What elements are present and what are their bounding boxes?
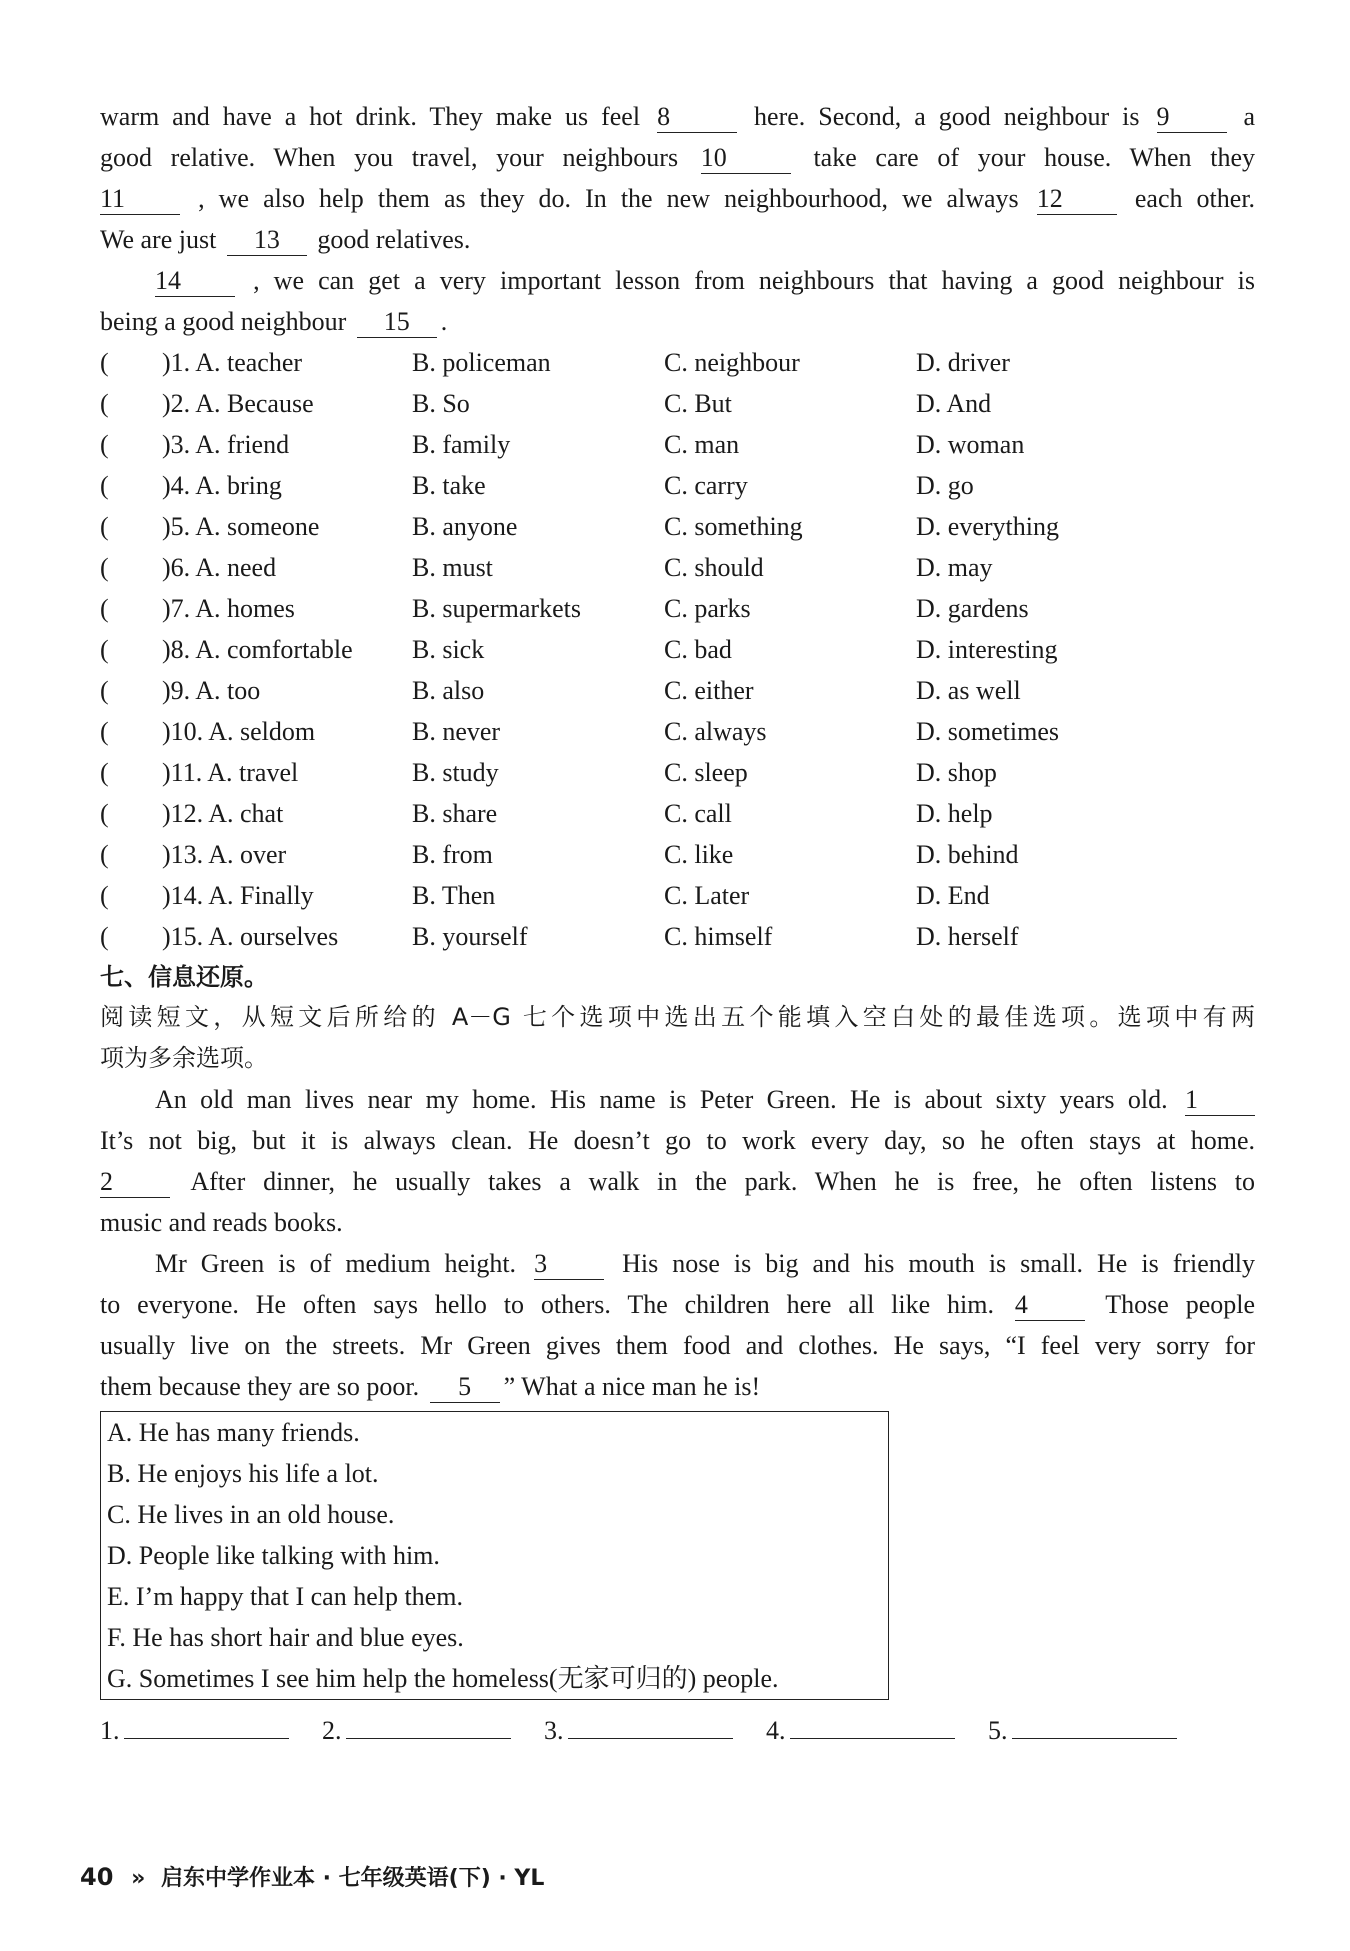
passage-text: here. Second, a good neighbour is <box>754 102 1140 131</box>
passage-line: usually live on the streets. Mr Green gives them food and clothes. He says, “I feel very sorry for <box>100 1331 1255 1360</box>
passage-line <box>100 1366 1255 1407</box>
option-c[interactable]: C. either <box>664 676 754 705</box>
option-d[interactable]: D. as well <box>916 676 1021 705</box>
option-c[interactable]: C. neighbour <box>664 348 800 377</box>
page-footer <box>80 1862 544 1892</box>
answer-paren-open[interactable]: ( <box>100 840 109 869</box>
passage-line <box>100 219 1255 260</box>
answer-number: 5. <box>988 1716 1008 1745</box>
answer-blank[interactable] <box>568 1708 733 1739</box>
answer-blank[interactable]: 4 <box>1015 1290 1085 1321</box>
answer-slot <box>988 1708 1210 1752</box>
option-b[interactable]: B. from <box>412 840 493 869</box>
option-c[interactable]: C. sleep <box>664 758 748 787</box>
option-c[interactable]: C. But <box>664 389 732 418</box>
answer-paren-open[interactable]: ( <box>100 348 109 377</box>
answer-number: 2. <box>322 1716 342 1745</box>
answer-blank[interactable]: 12 <box>1037 184 1117 215</box>
answer-paren-open[interactable]: ( <box>100 799 109 828</box>
choice-item: C. He lives in an old house. <box>107 1500 395 1529</box>
section-title: 七、信息还原。 <box>100 963 268 991</box>
answer-space[interactable] <box>114 547 162 588</box>
option-row <box>100 875 1255 916</box>
passage-text: After dinner, he usually takes a walk in the park. When he is free, he often listens to <box>190 1167 1255 1196</box>
instructions-line: 项为多余选项。 <box>100 1044 268 1072</box>
page-number: 40 <box>80 1863 114 1891</box>
option-b[interactable]: B. So <box>412 389 470 418</box>
option-d[interactable]: D. everything <box>916 512 1059 541</box>
option-c[interactable]: C. something <box>664 512 803 541</box>
options-list <box>100 342 1255 957</box>
option-b[interactable]: B. supermarkets <box>412 594 581 623</box>
answer-slot <box>322 1708 544 1752</box>
option-b[interactable]: B. yourself <box>412 922 528 951</box>
option-a[interactable]: )11. A. travel <box>162 758 299 787</box>
option-a[interactable]: )4. A. bring <box>162 471 282 500</box>
option-d[interactable]: D. interesting <box>916 635 1058 664</box>
option-a[interactable]: )15. A. ourselves <box>162 922 339 951</box>
option-d[interactable]: D. behind <box>916 840 1019 869</box>
passage-line: It’s not big, but it is always clean. He doesn’t go to work every day, so he often stays at home. <box>100 1126 1255 1155</box>
answer-blank[interactable]: 9 <box>1157 102 1227 133</box>
option-a[interactable]: )13. A. over <box>162 840 287 869</box>
passage-text: . <box>440 307 448 336</box>
option-b[interactable]: B. never <box>412 717 501 746</box>
choice-item: D. People like talking with him. <box>107 1541 440 1570</box>
passage-line <box>100 96 1255 137</box>
info-passage <box>100 1079 1255 1407</box>
option-row <box>100 383 1255 424</box>
choice-item: A. He has many friends. <box>107 1418 360 1447</box>
answer-paren-open[interactable]: ( <box>100 758 109 787</box>
passage-text: , we also help them as they do. In the new neighbourhood, we always <box>198 184 1019 213</box>
option-c[interactable]: C. bad <box>664 635 732 664</box>
answer-blank[interactable]: 1 <box>1185 1085 1255 1116</box>
answer-space[interactable] <box>114 629 162 670</box>
option-c[interactable]: C. should <box>664 553 764 582</box>
answer-space[interactable] <box>114 752 162 793</box>
answer-paren-open[interactable]: ( <box>100 676 109 705</box>
answer-paren-open[interactable]: ( <box>100 922 109 951</box>
choice-item: E. I’m happy that I can help them. <box>107 1582 463 1611</box>
answer-blank[interactable]: 5 <box>430 1372 500 1403</box>
answer-slot <box>544 1708 766 1752</box>
option-b[interactable]: B. study <box>412 758 499 787</box>
answer-blank[interactable]: 8 <box>657 102 737 133</box>
choice-item: B. He enjoys his life a lot. <box>107 1459 379 1488</box>
answer-space[interactable] <box>114 588 162 629</box>
option-b[interactable]: B. family <box>412 430 511 459</box>
option-c[interactable]: C. like <box>664 840 734 869</box>
passage-text: a <box>1243 102 1256 131</box>
passage-line <box>100 1161 1255 1202</box>
option-b[interactable]: B. policeman <box>412 348 551 377</box>
option-b[interactable]: B. anyone <box>412 512 518 541</box>
answer-paren-open[interactable]: ( <box>100 553 109 582</box>
option-b[interactable]: B. Then <box>412 881 496 910</box>
option-d[interactable]: D. gardens <box>916 594 1029 623</box>
passage-text: to everyone. He often says hello to others. The children here all like him. <box>100 1290 994 1319</box>
passage-line <box>100 137 1255 178</box>
option-c[interactable]: C. Later <box>664 881 750 910</box>
answer-space[interactable] <box>114 793 162 834</box>
book-title: 启东中学作业本 · 七年级英语(下) · YL <box>160 1866 545 1891</box>
option-row <box>100 793 1255 834</box>
passage-text: His nose is big and his mouth is small. He is friendly <box>622 1249 1255 1278</box>
answer-slot <box>766 1708 988 1752</box>
option-d[interactable]: D. shop <box>916 758 997 787</box>
option-a[interactable]: )8. A. comfortable <box>162 635 353 664</box>
answer-paren-open[interactable]: ( <box>100 881 109 910</box>
option-row <box>100 752 1255 793</box>
option-d[interactable]: D. And <box>916 389 992 418</box>
answer-blank[interactable] <box>346 1708 511 1739</box>
option-d[interactable]: D. sometimes <box>916 717 1059 746</box>
option-row <box>100 342 1255 383</box>
passage-text: An old man lives near my home. His name is Peter Green. He is about sixty years old. <box>155 1085 1168 1114</box>
option-a[interactable]: )6. A. need <box>162 553 277 582</box>
option-d[interactable]: D. driver <box>916 348 1010 377</box>
option-a[interactable]: )3. A. friend <box>162 430 290 459</box>
answer-space[interactable] <box>114 711 162 752</box>
option-d[interactable]: D. woman <box>916 430 1025 459</box>
answer-blank[interactable]: 14 <box>155 266 235 297</box>
answer-row <box>100 1708 1255 1752</box>
option-d[interactable]: D. End <box>916 881 990 910</box>
passage-line <box>100 301 1255 342</box>
option-c[interactable]: C. himself <box>664 922 773 951</box>
passage-text: warm and have a hot drink. They make us feel <box>100 102 641 131</box>
option-c[interactable]: C. call <box>664 799 732 828</box>
answer-slot <box>100 1708 322 1752</box>
answer-blank[interactable]: 15 <box>357 307 437 338</box>
answer-number: 1. <box>100 1716 120 1745</box>
option-row <box>100 506 1255 547</box>
passage-text: them because they are so poor. <box>100 1372 420 1401</box>
answer-paren-open[interactable]: ( <box>100 389 109 418</box>
choice-item: F. He has short hair and blue eyes. <box>107 1623 464 1652</box>
answer-space[interactable] <box>114 670 162 711</box>
option-b[interactable]: B. share <box>412 799 498 828</box>
passage-line <box>100 260 1255 301</box>
answer-space[interactable] <box>114 424 162 465</box>
passage-line <box>100 1079 1255 1120</box>
option-c[interactable]: C. parks <box>664 594 751 623</box>
passage-text: ” What a nice man he is! <box>503 1372 761 1401</box>
answer-blank[interactable]: 2 <box>100 1167 170 1198</box>
passage-text: We are just <box>100 225 217 254</box>
answer-space[interactable] <box>114 875 162 916</box>
answer-blank[interactable] <box>1012 1708 1177 1739</box>
answer-blank[interactable] <box>790 1708 955 1739</box>
passage-line: music and reads books. <box>100 1208 343 1237</box>
option-a[interactable]: )5. A. someone <box>162 512 320 541</box>
option-d[interactable]: D. may <box>916 553 993 582</box>
answer-space[interactable] <box>114 834 162 875</box>
passage-line <box>100 178 1255 219</box>
passage-text: Those people <box>1105 1290 1256 1319</box>
answer-paren-open[interactable]: ( <box>100 430 109 459</box>
option-row <box>100 629 1255 670</box>
option-row <box>100 711 1255 752</box>
passage-text: good relative. When you travel, your neighbours <box>100 143 679 172</box>
option-a[interactable]: )14. A. Finally <box>162 881 314 910</box>
passage-text: good relatives. <box>317 225 471 254</box>
answer-blank[interactable]: 13 <box>227 225 307 256</box>
answer-blank[interactable]: 10 <box>701 143 791 174</box>
option-row <box>100 588 1255 629</box>
option-c[interactable]: C. always <box>664 717 767 746</box>
option-a[interactable]: )9. A. too <box>162 676 261 705</box>
option-c[interactable]: C. man <box>664 430 740 459</box>
option-row <box>100 834 1255 875</box>
choice-item: G. Sometimes I see him help the homeless(无家可归的) people. <box>107 1664 779 1693</box>
answer-blank[interactable] <box>124 1708 289 1739</box>
chevron-right-icon: » <box>131 1866 146 1891</box>
answer-paren-open[interactable]: ( <box>100 717 109 746</box>
option-row <box>100 465 1255 506</box>
answer-space[interactable] <box>114 342 162 383</box>
option-row <box>100 424 1255 465</box>
answer-number: 4. <box>766 1716 786 1745</box>
option-b[interactable]: B. take <box>412 471 486 500</box>
option-a[interactable]: )2. A. Because <box>162 389 314 418</box>
option-a[interactable]: )10. A. seldom <box>162 717 316 746</box>
answer-blank[interactable]: 3 <box>534 1249 604 1280</box>
option-b[interactable]: B. sick <box>412 635 485 664</box>
answer-space[interactable] <box>114 506 162 547</box>
answer-paren-open[interactable]: ( <box>100 594 109 623</box>
option-d[interactable]: D. go <box>916 471 974 500</box>
answer-space[interactable] <box>114 465 162 506</box>
passage-text: each other. <box>1134 184 1256 213</box>
option-d[interactable]: D. herself <box>916 922 1019 951</box>
answer-paren-open[interactable]: ( <box>100 512 109 541</box>
option-row <box>100 916 1255 957</box>
passage-line <box>100 1243 1255 1284</box>
cloze-passage <box>100 96 1255 342</box>
option-c[interactable]: C. carry <box>664 471 748 500</box>
passage-line <box>100 1284 1255 1325</box>
option-d[interactable]: D. help <box>916 799 993 828</box>
passage-text: take care of your house. When they <box>813 143 1255 172</box>
worksheet-page <box>100 96 1255 1752</box>
option-a[interactable]: )12. A. chat <box>162 799 284 828</box>
option-a[interactable]: )7. A. homes <box>162 594 295 623</box>
option-b[interactable]: B. must <box>412 553 493 582</box>
answer-space[interactable] <box>114 916 162 957</box>
answer-blank[interactable]: 11 <box>100 184 180 215</box>
answer-paren-open[interactable]: ( <box>100 635 109 664</box>
answer-paren-open[interactable]: ( <box>100 471 109 500</box>
instructions-line: 阅读短文，从短文后所给的 A－G 七个选项中选出五个能填入空白处的最佳选项。选项中有两 <box>100 1003 1255 1031</box>
passage-text: , we can get a very important lesson from neighbours that having a good neighbour is <box>253 266 1255 295</box>
option-row <box>100 547 1255 588</box>
passage-text: Mr Green is of medium height. <box>155 1249 517 1278</box>
option-b[interactable]: B. also <box>412 676 485 705</box>
choices-box <box>100 1411 889 1700</box>
answer-number: 3. <box>544 1716 564 1745</box>
passage-text: being a good neighbour <box>100 307 347 336</box>
option-a[interactable]: )1. A. teacher <box>162 348 303 377</box>
option-row <box>100 670 1255 711</box>
answer-space[interactable] <box>114 383 162 424</box>
